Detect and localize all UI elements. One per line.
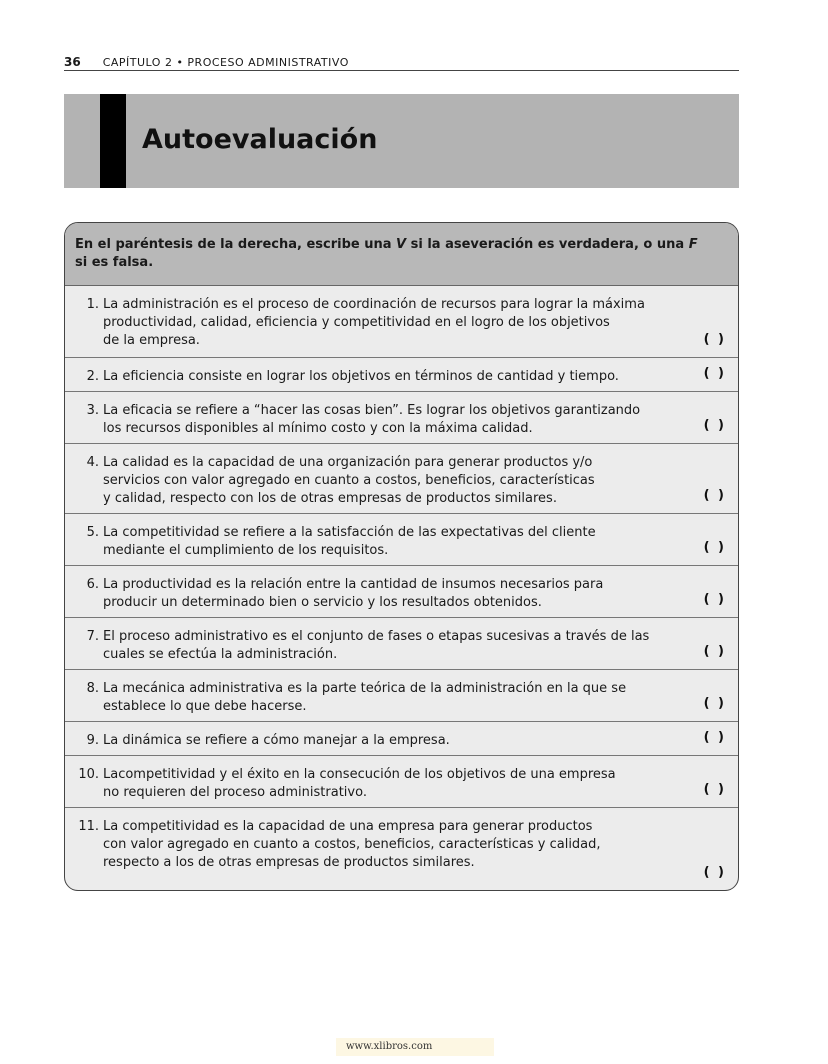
title-banner <box>64 94 739 188</box>
question-number: 9. <box>86 733 99 748</box>
question-row <box>65 808 738 890</box>
instructions-part2: si la aseveración es verdadera, o una <box>406 237 689 252</box>
page-title: Autoevaluación <box>142 124 378 155</box>
question-number: 3. <box>86 403 99 418</box>
answer-blank[interactable]: ( ) <box>703 418 726 433</box>
question-number: 8. <box>86 681 99 696</box>
answer-blank[interactable]: ( ) <box>703 730 726 745</box>
question-text: La calidad es la capacidad de una organización para generar productos y/o servicios con valor agregado en cuanto a costos, beneficios, características y calidad, respecto con los de otras empresas de productos similares. <box>103 455 595 506</box>
question-text: La eficacia se refiere a “hacer las cosas bien”. Es lograr los objetivos garantizando los recursos disponibles al mínimo costo y con la máxima calidad. <box>103 403 641 436</box>
answer-blank[interactable]: ( ) <box>703 644 726 659</box>
question-row <box>65 358 738 392</box>
running-head <box>64 54 739 71</box>
answer-blank[interactable]: ( ) <box>703 865 726 880</box>
answer-blank[interactable]: ( ) <box>703 540 726 555</box>
instructions <box>65 223 738 286</box>
answer-blank[interactable]: ( ) <box>703 696 726 711</box>
question-row <box>65 392 738 444</box>
question-text: La productividad es la relación entre la cantidad de insumos necesarios para producir un determinado bien o servicio y los resultados obtenidos. <box>103 577 604 610</box>
question-number: 2. <box>86 369 99 384</box>
instructions-v: V <box>396 237 407 252</box>
chapter-title: CAPÍTULO 2 • PROCESO ADMINISTRATIVO <box>102 56 349 69</box>
answer-blank[interactable]: ( ) <box>703 782 726 797</box>
question-number: 10. <box>78 767 99 782</box>
quiz-box <box>64 222 739 891</box>
question-text: La dinámica se refiere a cómo manejar a la empresa. <box>103 733 450 748</box>
question-number: 5. <box>86 525 99 540</box>
question-list <box>65 286 738 890</box>
answer-blank[interactable]: ( ) <box>703 488 726 503</box>
question-row <box>65 670 738 722</box>
question-number: 4. <box>86 455 99 470</box>
page-number: 36 <box>64 55 81 69</box>
question-text: La administración es el proceso de coordinación de recursos para lograr la máxima productividad, calidad, eficiencia y competitividad en el logro de los objetivos de la empresa. <box>103 297 645 348</box>
question-row <box>65 756 738 808</box>
question-text: La competitividad es la capacidad de una empresa para generar productos con valor agregado en cuanto a costos, beneficios, características y calidad, respecto a los de otras empresas de productos similares. <box>103 819 601 870</box>
question-row <box>65 444 738 514</box>
question-number: 6. <box>86 577 99 592</box>
question-row <box>65 286 738 358</box>
footer-url: www.xlibros.com <box>336 1038 494 1056</box>
instructions-f: F <box>688 237 698 252</box>
question-text: El proceso administrativo es el conjunto de fases o etapas sucesivas a través de las cuales se efectúa la administración. <box>103 629 650 662</box>
instructions-part1: En el paréntesis de la derecha, escribe una <box>75 237 397 252</box>
question-row <box>65 618 738 670</box>
question-row <box>65 722 738 756</box>
question-text: La mecánica administrativa es la parte teórica de la administración en la que se establece lo que debe hacerse. <box>103 681 627 714</box>
instructions-part3: si es falsa. <box>75 255 154 270</box>
question-number: 1. <box>86 297 99 312</box>
answer-blank[interactable]: ( ) <box>703 366 726 381</box>
question-text: La competitividad se refiere a la satisfacción de las expectativas del cliente mediante el cumplimiento de los requisitos. <box>103 525 596 558</box>
question-row <box>65 566 738 618</box>
question-number: 11. <box>78 819 99 834</box>
question-text: La eficiencia consiste en lograr los objetivos en términos de cantidad y tiempo. <box>103 369 619 384</box>
question-row <box>65 514 738 566</box>
answer-blank[interactable]: ( ) <box>703 332 726 347</box>
question-number: 7. <box>86 629 99 644</box>
title-accent-bar <box>100 94 126 188</box>
answer-blank[interactable]: ( ) <box>703 592 726 607</box>
question-text: Lacompetitividad y el éxito en la consecución de los objetivos de una empresa no requieren del proceso administrativo. <box>103 767 616 800</box>
